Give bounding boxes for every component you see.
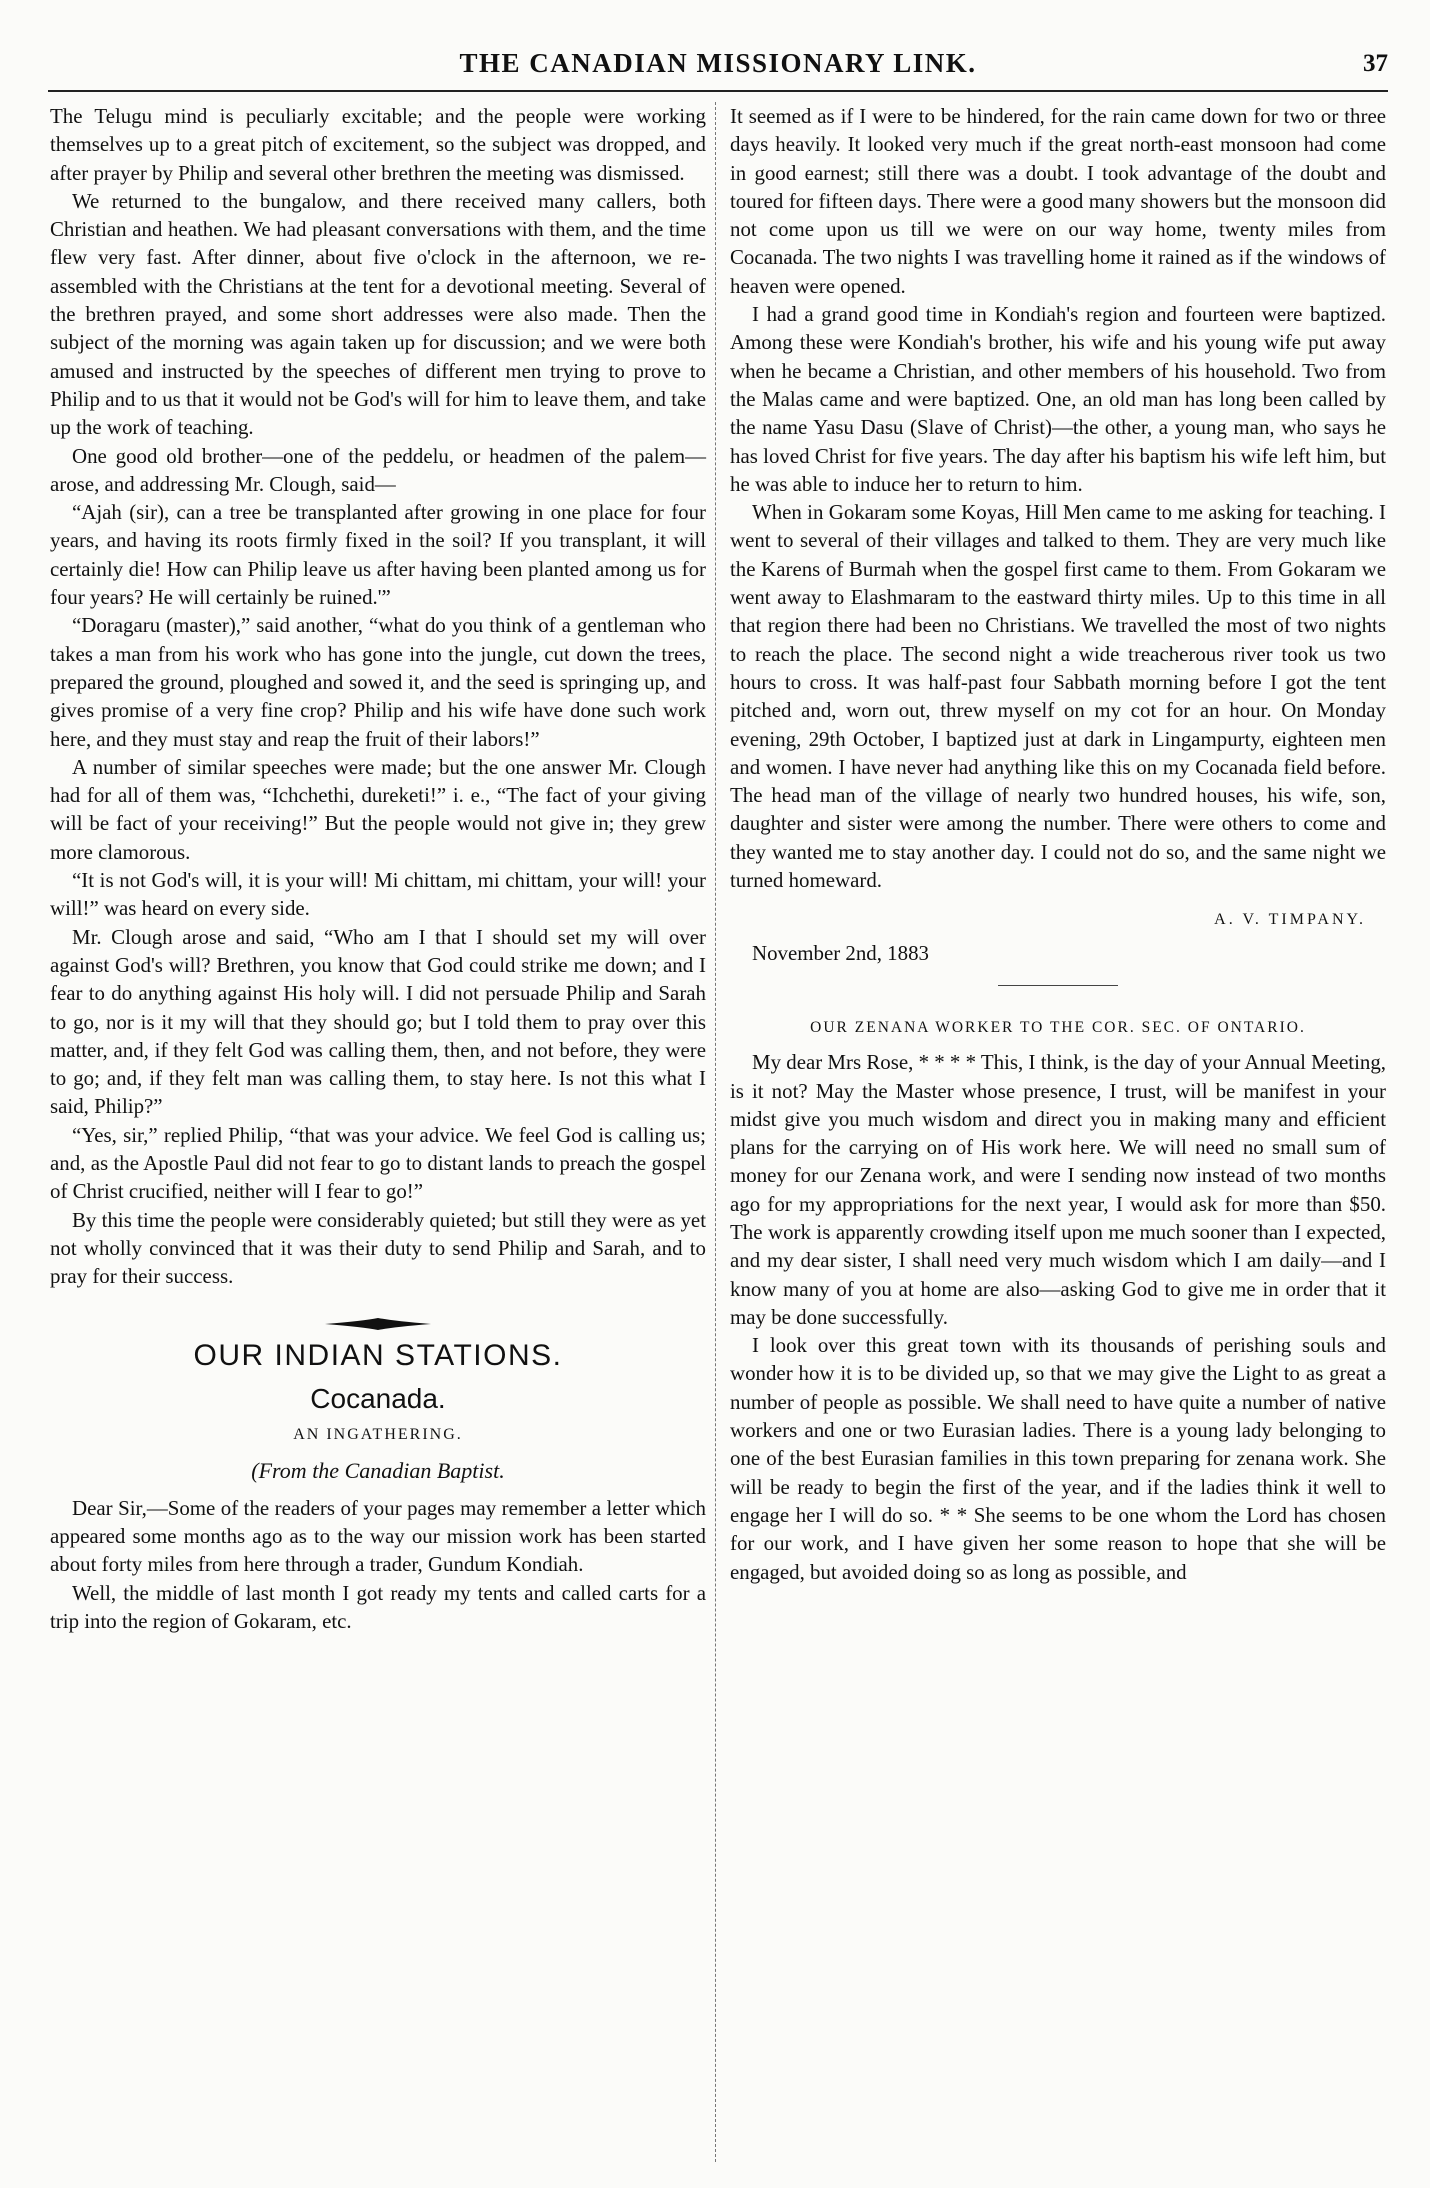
header-rule bbox=[48, 90, 1388, 92]
article-paragraph: “Yes, sir,” replied Philip, “that was your advice. We feel God is calling us; and, as the Apostle Paul did not fear to go to distant lands to preach the gospel of Christ crucified, neither will I fear to go!” bbox=[50, 1122, 706, 1204]
letter-paragraph: Well, the middle of last month I got ready my tents and called carts for a trip into the region of Gokaram, etc. bbox=[50, 1580, 706, 1633]
letter-signature: A. V. TIMPANY. bbox=[1214, 911, 1366, 929]
article-paragraph: A number of similar speeches were made; but the one answer Mr. Clough had for all of them was, “Ichchethi, dureketi!” i. e., “The fact of your giving will be fact of your receiving!” But the people would not give in; they grew more clamorous. bbox=[50, 754, 706, 864]
page-header bbox=[48, 48, 1388, 88]
column-separator bbox=[715, 102, 716, 2162]
letter-date: November 2nd, 1883 bbox=[752, 940, 929, 965]
right-column bbox=[730, 102, 1386, 1586]
article-subhead: AN INGATHERING. bbox=[293, 1426, 463, 1444]
zenana-heading: OUR ZENANA WORKER TO THE COR. SEC. OF ONTARIO. bbox=[810, 1018, 1306, 1036]
zenana-paragraph: My dear Mrs Rose, * * * * This, I think, is the day of your Annual Meeting, is it not? May the Master whose presence, I trust, will be manifest in your midst give you much wisdom and direct you in making many and efficient plans for the carrying on of His work here. We will need no small sum of money for our Zenana work, and were I sending now instead of two months ago for my appropriations for the next year, I would ask for more than $50. The work is apparently crowding itself upon me much sooner than I expected, and my dear sister, I shall need very much wisdom which I am daily—and I know many of you at home are also—asking God to give me in order that it may be done successfully. bbox=[730, 1050, 1386, 1329]
zenana-paragraph: I look over this great town with its thousands of perishing souls and wonder how it is to be divided up, so that we may give the Light to as great a number of people as possible. We shall need to have quite a number of native workers and one or two Eurasian ladies. There is a young lady belonging to one of the best Eurasian families in this town preparing for zenana work. She will be ready to begin the first of the year, and if the ladies think it well to engage her I will do so. * * She seems to be one whom the Lord has chosen for our work, and I have given her some reason to hope that she will be engaged, but avoided doing so as long as possible, and bbox=[730, 1333, 1386, 1584]
article-paragraph: By this time the people were considerably quieted; but still they were as yet not wholly convinced that it was their duty to send Philip and Sarah, and to pray for their success. bbox=[50, 1207, 706, 1289]
letter-paragraph: When in Gokaram some Koyas, Hill Men came to me asking for teaching. I went to several of their villages and talked to them. They are very much like the Karens of Burmah when the gospel first came to them. From Gokaram we went away to Elashmaram to the eastward thirty miles. Up to this time in all that region there had been no Christians. We travelled the most of two nights to reach the place. The second night a wide treacherous river took us two hours to cross. It was half-past four Sabbath morning before I got the tent pitched and, worn out, threw myself on my cot for an hour. On Monday evening, 29th October, I baptized just at dark in Lingampurty, eighteen men and women. I have never had anything like this on my Cocanada field before. The head man of the village of nearly two hundred houses, his wife, son, daughter and sister were among the number. There were others to come and they wanted me to stay another day. I could not do so, and the same night we turned homeward. bbox=[730, 500, 1386, 893]
letter-paragraph: I had a grand good time in Kondiah's region and fourteen were baptized. Among these were Kondiah's brother, his wife and his young wife put away when he became a Christian, and other members of his household. Two from the Malas came and were baptized. One, an old man has long been called by the name Yasu Dasu (Slave of Christ)—the other, a young man, who says he has loved Christ for five years. The day after his baptism his wife left him, but he was able to induce her to return to him. bbox=[730, 302, 1386, 496]
page-number: 37 bbox=[1363, 50, 1388, 77]
article-paragraph: We returned to the bungalow, and there received many callers, both Christian and heathen. We had pleasant conversations with them, and the time flew very fast. After dinner, about five o'clock in the afternoon, we re-assembled with the Christians at the tent for a devotional meeting. Several of the brethren prayed, and some short addresses were also made. Then the subject of the morning was again taken up for discussion; and we were both amused and instructed by the speeches of different men trying to prove to Philip and to us that it would not be God's will for him to leave them, and take up the work of teaching. bbox=[50, 188, 706, 440]
article-paragraph: One good old brother—one of the peddelu, or headmen of the palem—arose, and addressing Mr. Clough, said— bbox=[50, 443, 706, 496]
article-paragraph: “Ajah (sir), can a tree be transplanted after growing in one place for four years, and having its roots firmly fixed in the soil? If you transplant, it will certainly die! How can Philip leave us after having been planted among us for four years? He will certainly be ruined.'” bbox=[50, 500, 706, 610]
article-paragraph: “It is not God's will, it is your will! Mi chittam, mi chittam, your will! your will!” was heard on every side. bbox=[50, 868, 706, 921]
article-source: (From the Canadian Baptist. bbox=[251, 1458, 505, 1484]
left-column bbox=[50, 102, 706, 1635]
letter-paragraph: Dear Sir,—Some of the readers of your pages may remember a letter which appeared some months ago as to the way our mission work has been started about forty miles from here through a trader, Gundum Kondiah. bbox=[50, 1495, 706, 1577]
article-paragraph: Mr. Clough arose and said, “Who am I that I should set my will over against God's will? Brethren, you know that God could strike me down; and I fear to do anything against His holy will. I did not persuade Philip and Sarah to go, nor is it my will that they should go; but I told them to pray over this matter, and, if they felt God was calling them, then, and not before, they were to go; and, if they felt man was calling them, to stay here. Is not this what I said, Philip?” bbox=[50, 924, 706, 1119]
article-paragraph: The Telugu mind is peculiarly excitable; and the people were working themselves up to a great pitch of excitement, so the subject was dropped, and after prayer by Philip and several other brethren the meeting was dismissed. bbox=[50, 104, 706, 185]
publication-title: THE CANADIAN MISSIONARY LINK. bbox=[459, 48, 977, 78]
article-divider bbox=[998, 985, 1118, 986]
station-title: Cocanada. bbox=[310, 1382, 446, 1414]
article-paragraph: “Doragaru (master),” said another, “what do you think of a gentleman who takes a man from his work who has gone into the jungle, cut down the trees, prepared the ground, ploughed and sowed it, and the seed is springing up, and gives promise of a very fine crop? Philip and his wife have done such work here, and they must stay and reap the fruit of their labors!” bbox=[50, 613, 706, 751]
section-title: OUR INDIAN STATIONS. bbox=[193, 1339, 563, 1373]
section-divider-ornament bbox=[323, 1316, 433, 1332]
letter-paragraph: It seemed as if I were to be hindered, for the rain came down for two or three days heavily. It looked very much if the great north-east monsoon had come in good earnest; still there was a doubt. I took advantage of the doubt and toured for fifteen days. There were a good many showers but the monsoon did not come upon us till we were on our way home, twenty miles from Cocanada. The two nights I was travelling home it rained as if the windows of heaven were opened. bbox=[730, 104, 1386, 298]
